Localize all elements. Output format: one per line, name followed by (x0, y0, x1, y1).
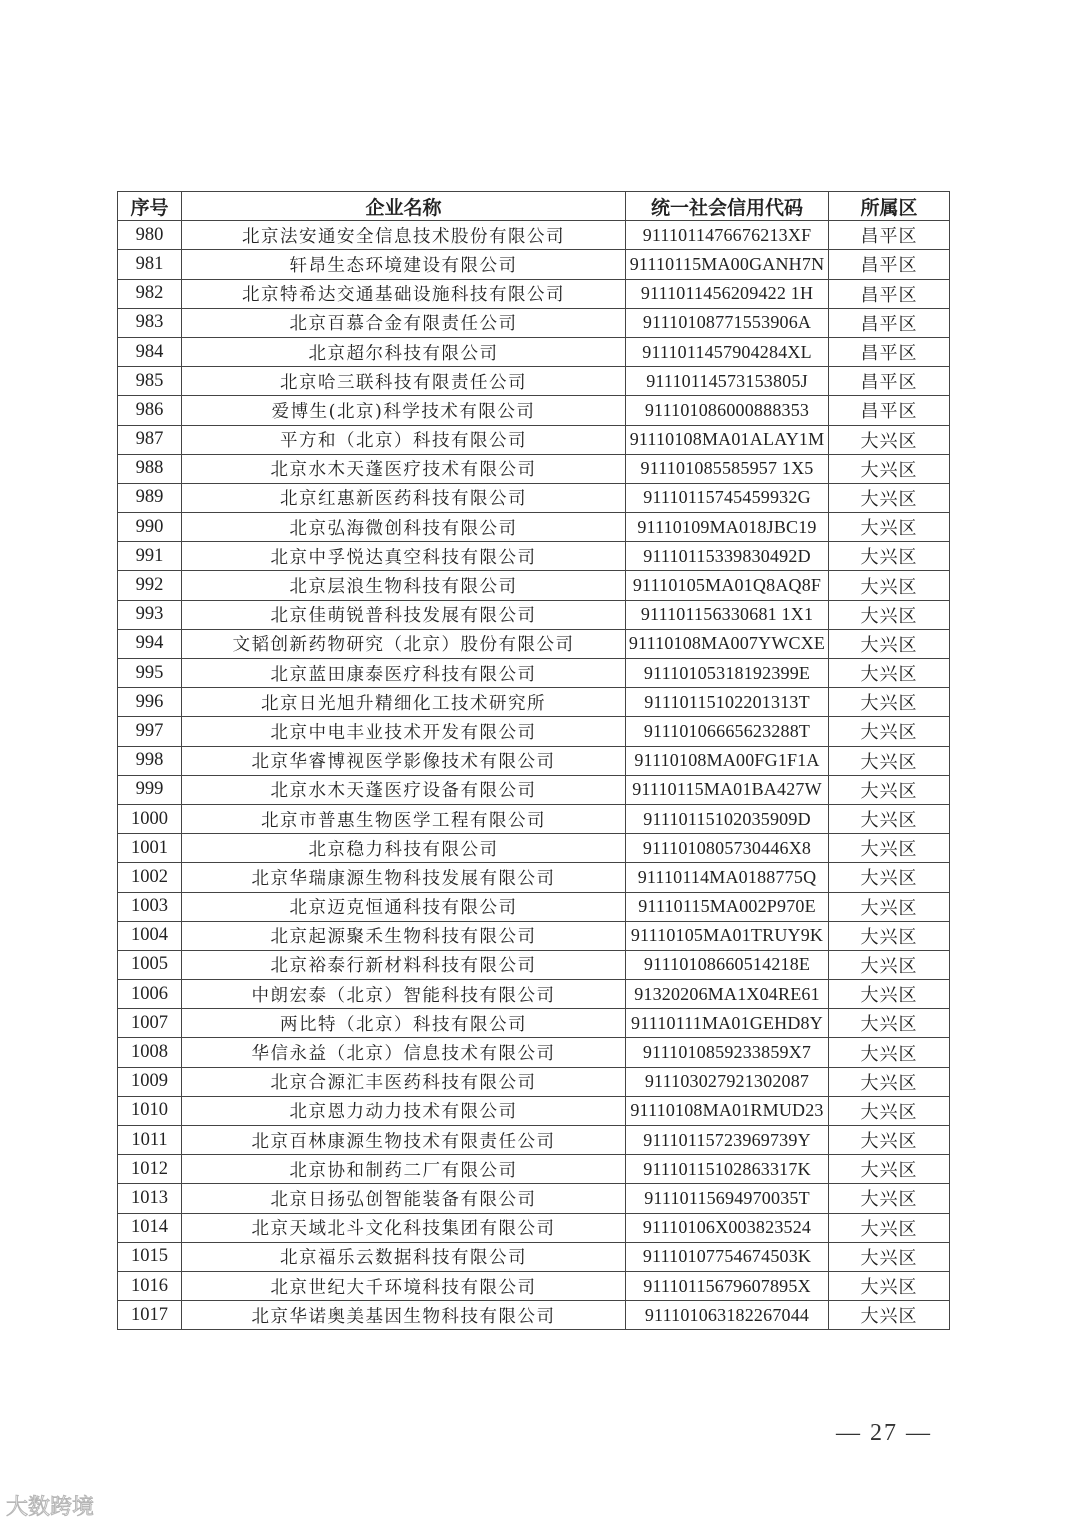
table-row (118, 396, 950, 425)
credit-code: 9111010859233859X7 (626, 1038, 829, 1067)
company-name: 北京日扬弘创智能装备有限公司 (182, 1184, 626, 1213)
district: 大兴区 (829, 688, 950, 717)
row-index: 1016 (118, 1271, 182, 1300)
credit-code: 91110105MA01Q8AQ8F (626, 571, 829, 600)
company-name: 华信永益（北京）信息技术有限公司 (182, 1038, 626, 1067)
credit-code: 91110108MA007YWCXE (626, 629, 829, 658)
credit-code: 91110115745459932G (626, 483, 829, 512)
company-name: 北京层浪生物科技有限公司 (182, 571, 626, 600)
row-index: 985 (118, 367, 182, 396)
credit-code: 9111011457904284XL (626, 337, 829, 366)
district: 大兴区 (829, 1126, 950, 1155)
company-name: 北京稳力科技有限公司 (182, 834, 626, 863)
company-name: 北京华诺奥美基因生物科技有限公司 (182, 1301, 626, 1330)
district: 大兴区 (829, 513, 950, 542)
company-name: 中朗宏泰（北京）智能科技有限公司 (182, 980, 626, 1009)
row-index: 1006 (118, 980, 182, 1009)
credit-code: 91110108660514218E (626, 950, 829, 979)
company-name: 北京日光旭升精细化工技术研究所 (182, 688, 626, 717)
credit-code: 91110111MA01GEHD8Y (626, 1009, 829, 1038)
district: 大兴区 (829, 1184, 950, 1213)
row-index: 1015 (118, 1242, 182, 1271)
credit-code: 911101145731538​05J (626, 367, 829, 396)
credit-code: 91110115MA00GANH7N (626, 250, 829, 279)
table-row (118, 454, 950, 483)
row-index: 1011 (118, 1126, 182, 1155)
row-index: 991 (118, 542, 182, 571)
company-name: 文韬创新药物研究（北京）股份有限公司 (182, 629, 626, 658)
table-row (118, 1038, 950, 1067)
credit-code: 91110105MA01TRUY9K (626, 921, 829, 950)
watermark-logo: 大数跨境 (6, 1495, 95, 1520)
company-name: 北京协和制药二厂有限公司 (182, 1155, 626, 1184)
company-name: 北京合源汇丰医药科技有限公司 (182, 1067, 626, 1096)
district: 昌平区 (829, 367, 950, 396)
table-row (118, 250, 950, 279)
table-row (118, 950, 950, 979)
table-row (118, 629, 950, 658)
district: 大兴区 (829, 834, 950, 863)
row-index: 986 (118, 396, 182, 425)
row-index: 988 (118, 454, 182, 483)
credit-code: 911103027921302087 (626, 1067, 829, 1096)
company-name: 北京水木天蓬医疗设备有限公司 (182, 775, 626, 804)
company-name: 北京世纪大千环境科技有限公司 (182, 1271, 626, 1300)
district: 大兴区 (829, 775, 950, 804)
table-row (118, 367, 950, 396)
table-row (118, 1271, 950, 1300)
table-row (118, 1155, 950, 1184)
credit-code: 91110106665623288T (626, 717, 829, 746)
district: 大兴区 (829, 804, 950, 833)
table-row (118, 1096, 950, 1125)
company-name: 北京起源聚禾生物科技有限公司 (182, 921, 626, 950)
district: 大兴区 (829, 1067, 950, 1096)
district: 昌平区 (829, 221, 950, 250)
credit-code: 91110108MA01RMUD23 (626, 1096, 829, 1125)
table-row (118, 279, 950, 308)
district: 大兴区 (829, 1009, 950, 1038)
company-name: 北京特希达交通基础设施科技有限公司 (182, 279, 626, 308)
row-index: 1012 (118, 1155, 182, 1184)
row-index: 1005 (118, 950, 182, 979)
table-row (118, 892, 950, 921)
row-index: 1007 (118, 1009, 182, 1038)
company-name: 北京红惠新医药科技有限公司 (182, 483, 626, 512)
credit-code: 9111010805730446X8 (626, 834, 829, 863)
credit-code: 91110106X003823524 (626, 1213, 829, 1242)
company-name: 北京华瑞康源生物科技发展有限公司 (182, 863, 626, 892)
credit-code: 911101085585957 1X5 (626, 454, 829, 483)
district: 大兴区 (829, 746, 950, 775)
table-row (118, 600, 950, 629)
table-row (118, 571, 950, 600)
company-name: 北京超尔科技有限公司 (182, 337, 626, 366)
district: 大兴区 (829, 717, 950, 746)
table-row (118, 337, 950, 366)
company-name: 北京恩力动力技术有限公司 (182, 1096, 626, 1125)
district: 大兴区 (829, 980, 950, 1009)
row-index: 989 (118, 483, 182, 512)
district: 大兴区 (829, 921, 950, 950)
row-index: 980 (118, 221, 182, 250)
row-index: 995 (118, 659, 182, 688)
company-name: 北京中孚悦达真空科技有限公司 (182, 542, 626, 571)
table-row (118, 221, 950, 250)
credit-code: 91110108MA01ALAY1M (626, 425, 829, 454)
district: 昌平区 (829, 279, 950, 308)
credit-code: 91110115MA002P970E (626, 892, 829, 921)
company-name: 北京佳萌锐普科技发展有限公司 (182, 600, 626, 629)
credit-code: 9111011456209422 1H (626, 279, 829, 308)
district: 大兴区 (829, 425, 950, 454)
district: 大兴区 (829, 600, 950, 629)
row-index: 1001 (118, 834, 182, 863)
company-name: 北京裕泰行新材料科技有限公司 (182, 950, 626, 979)
table-row (118, 1242, 950, 1271)
row-index: 1004 (118, 921, 182, 950)
district: 昌平区 (829, 396, 950, 425)
company-name: 北京哈三联科技有限责任公司 (182, 367, 626, 396)
table-row (118, 717, 950, 746)
table-row (118, 1184, 950, 1213)
table-row (118, 1067, 950, 1096)
header-index: 序号 (118, 192, 182, 221)
district: 大兴区 (829, 1213, 950, 1242)
table-row (118, 513, 950, 542)
district: 大兴区 (829, 863, 950, 892)
district: 大兴区 (829, 571, 950, 600)
district: 大兴区 (829, 659, 950, 688)
table-header-row (118, 192, 950, 221)
row-index: 982 (118, 279, 182, 308)
district: 大兴区 (829, 629, 950, 658)
table-row (118, 746, 950, 775)
row-index: 987 (118, 425, 182, 454)
header-company-name: 企业名称 (182, 192, 626, 221)
company-name: 爱博生(北京)科学技术有限公司 (182, 396, 626, 425)
credit-code: 91110115102863317K (626, 1155, 829, 1184)
company-name: 北京百慕合金有限责任公司 (182, 308, 626, 337)
credit-code: 91110115679607895X (626, 1271, 829, 1300)
district: 大兴区 (829, 892, 950, 921)
table-row (118, 483, 950, 512)
credit-code: 9111011476676213XF (626, 221, 829, 250)
row-index: 1010 (118, 1096, 182, 1125)
district: 昌平区 (829, 250, 950, 279)
row-index: 998 (118, 746, 182, 775)
table-row (118, 921, 950, 950)
credit-code: 91110107754674503K (626, 1242, 829, 1271)
table-row (118, 308, 950, 337)
company-name: 北京华睿博视医学影像技术有限公司 (182, 746, 626, 775)
company-name: 北京迈克恒通科技有限公司 (182, 892, 626, 921)
credit-code: 91110115339830492D (626, 542, 829, 571)
company-name: 北京百林康源生物技术有限责任公司 (182, 1126, 626, 1155)
row-index: 990 (118, 513, 182, 542)
table-row (118, 542, 950, 571)
row-index: 1017 (118, 1301, 182, 1330)
row-index: 984 (118, 337, 182, 366)
row-index: 997 (118, 717, 182, 746)
district: 大兴区 (829, 454, 950, 483)
credit-code: 91110115723969739Y (626, 1126, 829, 1155)
row-index: 981 (118, 250, 182, 279)
company-name: 北京蓝田康泰医疗科技有限公司 (182, 659, 626, 688)
company-name: 北京法安通安全信息技术股份有限公司 (182, 221, 626, 250)
district: 大兴区 (829, 950, 950, 979)
company-name: 北京市普惠生物医学工程有限公司 (182, 804, 626, 833)
row-index: 994 (118, 629, 182, 658)
table-row (118, 425, 950, 454)
district: 大兴区 (829, 1096, 950, 1125)
company-name: 北京福乐云数据科技有限公司 (182, 1242, 626, 1271)
district: 大兴区 (829, 1038, 950, 1067)
credit-code: 91110114MA0188775Q (626, 863, 829, 892)
district: 大兴区 (829, 1242, 950, 1271)
row-index: 996 (118, 688, 182, 717)
company-name: 北京弘海微创科技有限公司 (182, 513, 626, 542)
row-index: 1009 (118, 1067, 182, 1096)
district: 昌平区 (829, 337, 950, 366)
header-credit-code: 统一社会信用代码 (626, 192, 829, 221)
row-index: 1000 (118, 804, 182, 833)
header-district: 所属区 (829, 192, 950, 221)
enterprise-table (117, 191, 950, 1330)
table-row (118, 775, 950, 804)
company-name: 轩昂生态环境建设有限公司 (182, 250, 626, 279)
page-number: — 27 — (836, 1420, 932, 1446)
district: 大兴区 (829, 1301, 950, 1330)
row-index: 992 (118, 571, 182, 600)
row-index: 983 (118, 308, 182, 337)
credit-code: 91110108MA00FG1F1A (626, 746, 829, 775)
row-index: 1014 (118, 1213, 182, 1242)
district: 大兴区 (829, 1271, 950, 1300)
table-row (118, 1213, 950, 1242)
row-index: 1002 (118, 863, 182, 892)
row-index: 999 (118, 775, 182, 804)
table-row (118, 834, 950, 863)
table-body (118, 221, 950, 1330)
row-index: 1003 (118, 892, 182, 921)
row-index: 993 (118, 600, 182, 629)
district: 大兴区 (829, 1155, 950, 1184)
company-name: 北京中电丰业技术开发有限公司 (182, 717, 626, 746)
credit-code: 91110115102035909D (626, 804, 829, 833)
credit-code: 911101087715539​06A (626, 308, 829, 337)
credit-code: 91110115MA01BA427W (626, 775, 829, 804)
company-name: 两比特（北京）科技有限公司 (182, 1009, 626, 1038)
table-row (118, 1301, 950, 1330)
table-row (118, 659, 950, 688)
credit-code: 911101156330681 1X1 (626, 600, 829, 629)
district: 大兴区 (829, 483, 950, 512)
row-index: 1008 (118, 1038, 182, 1067)
credit-code: 91110105318192399E (626, 659, 829, 688)
row-index: 1013 (118, 1184, 182, 1213)
company-name: 北京水木天蓬医疗技术有限公司 (182, 454, 626, 483)
credit-code: 911101086000888353 (626, 396, 829, 425)
table-row (118, 688, 950, 717)
credit-code: 91320206MA1X04RE61 (626, 980, 829, 1009)
credit-code: 91110109MA018JBC19 (626, 513, 829, 542)
table-row (118, 980, 950, 1009)
company-name: 平方和（北京）科技有限公司 (182, 425, 626, 454)
credit-code: 91110115102201313T (626, 688, 829, 717)
district: 大兴区 (829, 542, 950, 571)
credit-code: 91110115694970035T (626, 1184, 829, 1213)
credit-code: 911101063182267044 (626, 1301, 829, 1330)
table-row (118, 863, 950, 892)
table-row (118, 804, 950, 833)
company-name: 北京天域北斗文化科技集团有限公司 (182, 1213, 626, 1242)
district: 昌平区 (829, 308, 950, 337)
table-row (118, 1009, 950, 1038)
table-row (118, 1126, 950, 1155)
